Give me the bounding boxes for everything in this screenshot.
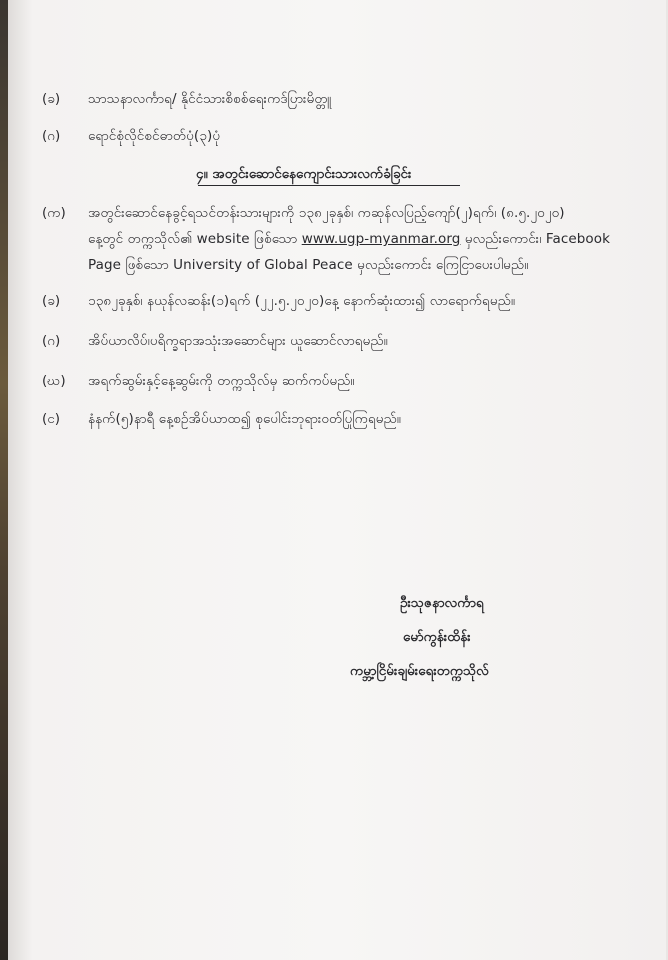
item-number: (ဂ) [42, 333, 61, 349]
paragraph-text: နေ့တွင် တက္ကသိုလ်၏ website ဖြစ်သော [88, 231, 302, 247]
signatory-name: ဦးသုဇနာလင်္ကာရ [400, 595, 484, 611]
item-number: (ဃ) [42, 373, 66, 389]
paragraph-line [88, 230, 610, 250]
list-item: နံနက်(၅)နာရီ နေ့စဉ်အိပ်ယာထ၍ စုပေါင်းဘုရားဝတ်ပြုကြရမည်။ [88, 411, 401, 427]
item-number: (က) [42, 205, 66, 221]
list-item: အရက်ဆွမ်းနှင့်နေ့ဆွမ်းကို တက္ကသိုလ်မှ ဆက်ကပ်မည်။ [88, 373, 355, 389]
website-link[interactable]: www.ugp-myanmar.org [301, 231, 461, 247]
signatory-title: မော်ကွန်းထိန်း [403, 629, 471, 645]
signatory-institution: ကမ္ဘာ့ငြိမ်းချမ်းရေးတက္ကသိုလ် [350, 663, 489, 679]
paragraph-text: မှလည်းကောင်း၊ Facebook [460, 231, 611, 247]
section-heading: ၄။ အတွင်းဆောင်နေကျောင်းသားလက်ခံခြင်း [196, 166, 412, 182]
item-number: (ခ) [42, 91, 61, 107]
list-item: သာသနာလင်္ကာရ/ နိုင်ငံသားစိစစ်ရေးကဒ်ပြားမိတ္တူ [88, 91, 332, 107]
list-item: ၁၃၈၂ခုနှစ်၊ နယုန်လဆန်း(၁)ရက် (၂၂.၅.၂၀၂၀)နေ့ နောက်ဆုံးထား၍ လာရောက်ရမည်။ [88, 293, 516, 309]
paragraph-line: Page ဖြစ်သော University of Global Peace မှလည်းကောင်း ကြေငြာပေးပါမည်။ [88, 257, 529, 273]
list-item: အိပ်ယာလိပ်၊ပရိက္ခရာအသုံးအဆောင်များ ယူဆောင်လာရမည်။ [88, 333, 388, 349]
list-item: ရောင်စုံလိုင်စင်ဓာတ်ပုံ(၃)ပုံ [88, 128, 221, 144]
heading-underline [198, 185, 460, 186]
item-number: (ခ) [42, 293, 61, 309]
item-number: (င) [42, 411, 61, 427]
item-number: (ဂ) [42, 128, 61, 144]
paragraph-line: အတွင်းဆောင်နေခွင့်ရသင်တန်းသားများကို ၁၃၈၂ခုနှစ်၊ ကဆုန်လပြည့်ကျော်(၂)ရက်၊ (၈.၅.၂၀၂၀) [88, 205, 565, 221]
binding-edge [0, 0, 8, 960]
